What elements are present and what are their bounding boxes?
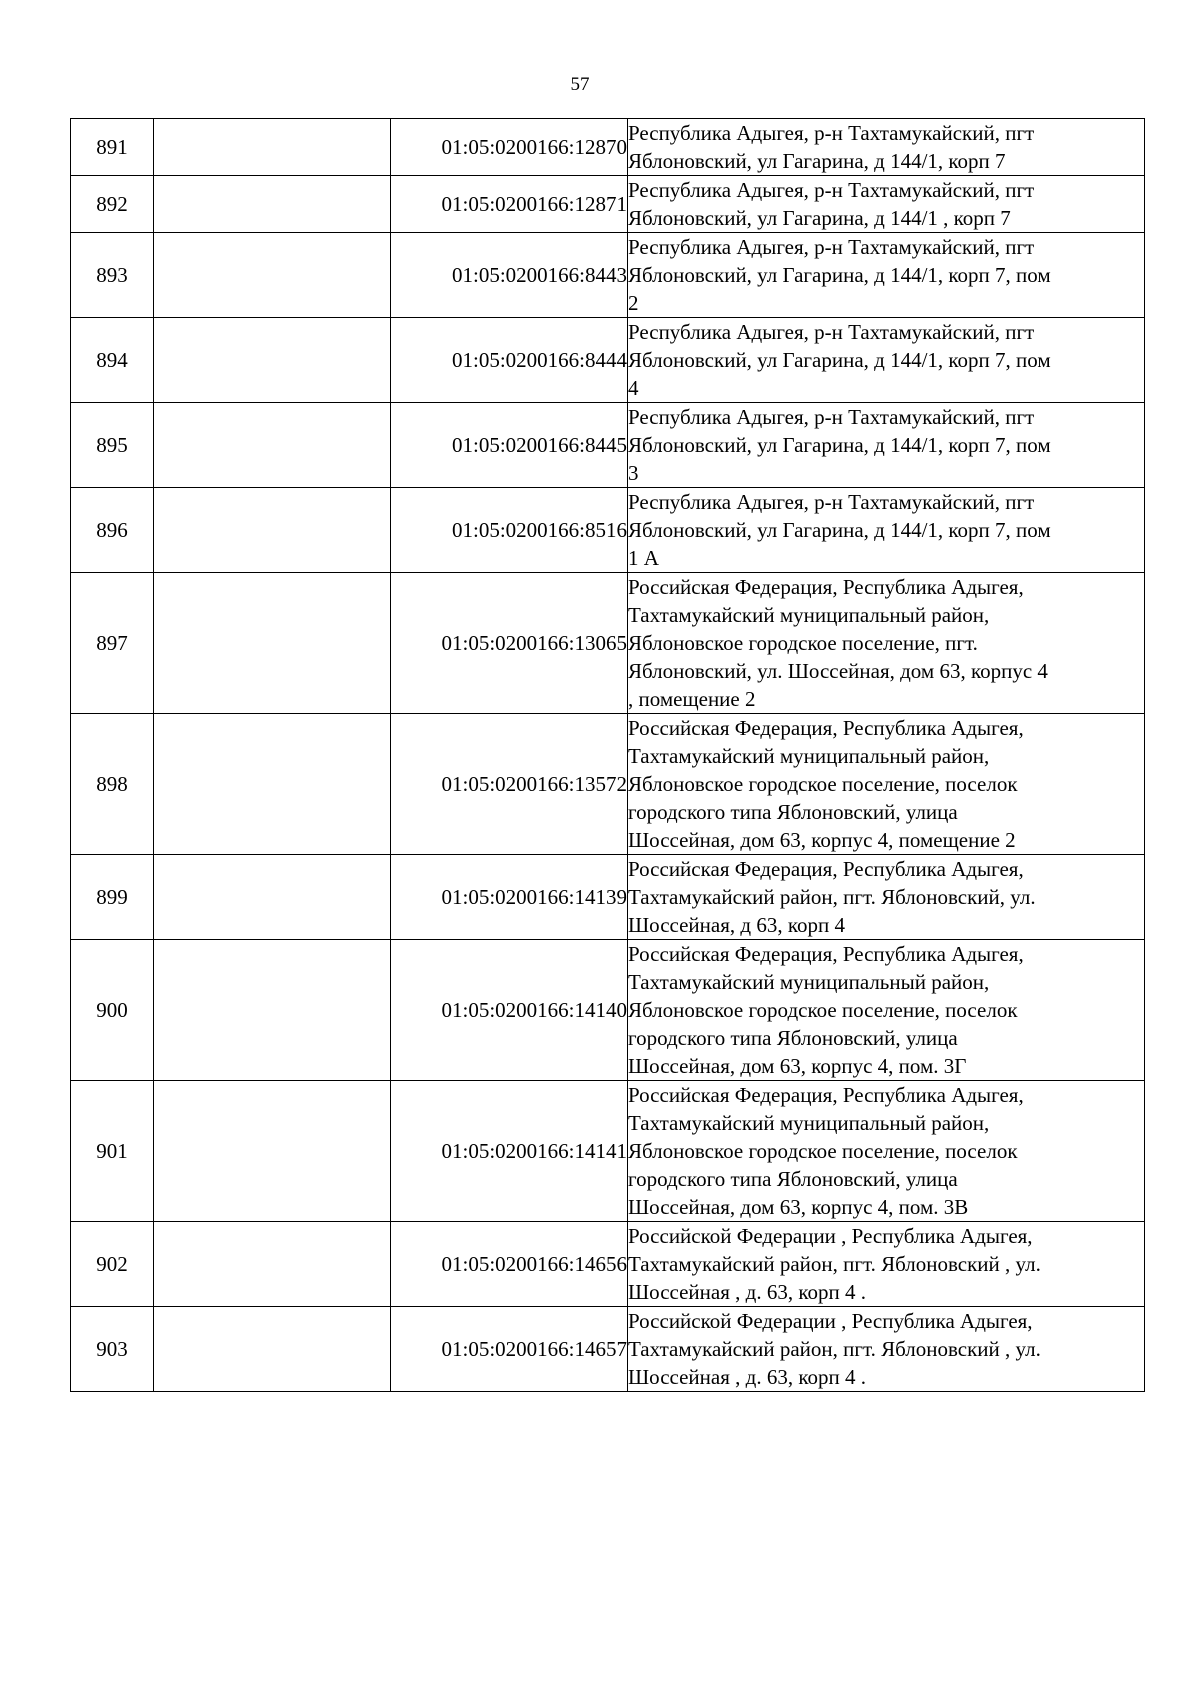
empty-cell (154, 176, 391, 233)
cadastral-number-cell: 01:05:0200166:12871 (391, 176, 628, 233)
row-number-cell: 899 (71, 855, 154, 940)
table-row (71, 318, 1145, 403)
address-line: , помещение 2 (628, 687, 756, 711)
page-number: 57 (570, 74, 590, 95)
cadastral-number-cell: 01:05:0200166:14140 (391, 940, 628, 1081)
address-line: Яблоновский, ул Гагарина, д 144/1 , корп 7 (628, 206, 1011, 230)
empty-cell (154, 940, 391, 1081)
empty-cell (154, 318, 391, 403)
address-line: Шоссейная , д. 63, корп 4 . (628, 1365, 866, 1389)
address-line: Тахтамукайский муниципальный район, (628, 1111, 990, 1135)
row-number-cell: 903 (71, 1307, 154, 1392)
address-line: Тахтамукайский район, пгт. Яблоновский, ул. (628, 885, 1036, 909)
address-line: Республика Адыгея, р-н Тахтамукайский, пгт (628, 178, 1035, 202)
address-line: Тахтамукайский муниципальный район, (628, 970, 990, 994)
address-line: Республика Адыгея, р-н Тахтамукайский, пгт (628, 405, 1035, 429)
row-number-cell: 897 (71, 573, 154, 714)
row-number-cell: 894 (71, 318, 154, 403)
address-line: Тахтамукайский район, пгт. Яблоновский , ул. (628, 1252, 1041, 1276)
address-line: Тахтамукайский муниципальный район, (628, 603, 990, 627)
address-cell (628, 573, 1145, 714)
address-cell (628, 488, 1145, 573)
table-row (71, 176, 1145, 233)
address-line: Республика Адыгея, р-н Тахтамукайский, пгт (628, 320, 1035, 344)
address-line: Шоссейная, дом 63, корпус 4, помещение 2 (628, 828, 1016, 852)
empty-cell (154, 855, 391, 940)
row-number-cell: 893 (71, 233, 154, 318)
empty-cell (154, 233, 391, 318)
address-line: 3 (628, 461, 639, 485)
row-number-cell: 896 (71, 488, 154, 573)
row-number-cell: 898 (71, 714, 154, 855)
address-line: Российская Федерация, Республика Адыгея, (628, 716, 1024, 740)
property-registry-table (70, 118, 1145, 1392)
cadastral-number-cell: 01:05:0200166:13572 (391, 714, 628, 855)
address-cell (628, 714, 1145, 855)
table-body (71, 119, 1145, 1392)
row-number-cell: 892 (71, 176, 154, 233)
address-cell (628, 1307, 1145, 1392)
address-line: Яблоновский, ул. Шоссейная, дом 63, корпус 4 (628, 659, 1048, 683)
address-line: Шоссейная , д. 63, корп 4 . (628, 1280, 866, 1304)
table-row (71, 1081, 1145, 1222)
cadastral-number-cell: 01:05:0200166:14656 (391, 1222, 628, 1307)
address-cell (628, 940, 1145, 1081)
empty-cell (154, 573, 391, 714)
address-line: Яблоновское городское поселение, пгт. (628, 631, 978, 655)
table-row (71, 940, 1145, 1081)
address-cell (628, 855, 1145, 940)
address-line: Яблоновское городское поселение, поселок (628, 772, 1018, 796)
cadastral-number-cell: 01:05:0200166:8445 (391, 403, 628, 488)
address-cell (628, 176, 1145, 233)
address-cell (628, 403, 1145, 488)
address-line: Яблоновский, ул Гагарина, д 144/1, корп 7, пом (628, 518, 1051, 542)
address-line: Шоссейная, д 63, корп 4 (628, 913, 845, 937)
address-cell (628, 119, 1145, 176)
address-line: Яблоновский, ул Гагарина, д 144/1, корп 7, пом (628, 433, 1051, 457)
empty-cell (154, 403, 391, 488)
address-line: Тахтамукайский район, пгт. Яблоновский , ул. (628, 1337, 1041, 1361)
table-row (71, 488, 1145, 573)
cadastral-number-cell: 01:05:0200166:14141 (391, 1081, 628, 1222)
table-row (71, 1307, 1145, 1392)
address-line: 4 (628, 376, 639, 400)
address-line: 1 А (628, 546, 659, 570)
cadastral-number-cell: 01:05:0200166:8444 (391, 318, 628, 403)
table-row (71, 1222, 1145, 1307)
address-line: Яблоновское городское поселение, поселок (628, 1139, 1018, 1163)
empty-cell (154, 488, 391, 573)
address-line: Яблоновский, ул Гагарина, д 144/1, корп 7, пом (628, 348, 1051, 372)
address-line: Шоссейная, дом 63, корпус 4, пом. 3В (628, 1195, 969, 1219)
address-cell (628, 233, 1145, 318)
address-line: Российской Федерации , Республика Адыгея, (628, 1309, 1033, 1333)
address-line: Республика Адыгея, р-н Тахтамукайский, пгт (628, 121, 1035, 145)
address-line: Яблоновский, ул Гагарина, д 144/1, корп 7, пом (628, 263, 1051, 287)
empty-cell (154, 119, 391, 176)
table-row (71, 573, 1145, 714)
cadastral-number-cell: 01:05:0200166:8443 (391, 233, 628, 318)
address-line: Российской Федерации , Республика Адыгея, (628, 1224, 1033, 1248)
empty-cell (154, 714, 391, 855)
row-number-cell: 891 (71, 119, 154, 176)
address-line: Российская Федерация, Республика Адыгея, (628, 857, 1024, 881)
table-row (71, 714, 1145, 855)
row-number-cell: 900 (71, 940, 154, 1081)
cadastral-number-cell: 01:05:0200166:14657 (391, 1307, 628, 1392)
empty-cell (154, 1081, 391, 1222)
address-line: городского типа Яблоновский, улица (628, 1167, 958, 1191)
address-cell (628, 318, 1145, 403)
address-line: 2 (628, 291, 639, 315)
table-row (71, 233, 1145, 318)
table-row (71, 403, 1145, 488)
address-line: Российская Федерация, Республика Адыгея, (628, 942, 1024, 966)
address-line: Республика Адыгея, р-н Тахтамукайский, пгт (628, 490, 1035, 514)
address-line: Российская Федерация, Республика Адыгея, (628, 1083, 1024, 1107)
row-number-cell: 895 (71, 403, 154, 488)
empty-cell (154, 1222, 391, 1307)
table-row (71, 119, 1145, 176)
address-line: Республика Адыгея, р-н Тахтамукайский, пгт (628, 235, 1035, 259)
address-cell (628, 1222, 1145, 1307)
address-line: городского типа Яблоновский, улица (628, 1026, 958, 1050)
address-line: Яблоновское городское поселение, поселок (628, 998, 1018, 1022)
address-line: Шоссейная, дом 63, корпус 4, пом. 3Г (628, 1054, 967, 1078)
cadastral-number-cell: 01:05:0200166:8516 (391, 488, 628, 573)
address-line: городского типа Яблоновский, улица (628, 800, 958, 824)
table-row (71, 855, 1145, 940)
empty-cell (154, 1307, 391, 1392)
row-number-cell: 902 (71, 1222, 154, 1307)
address-line: Российская Федерация, Республика Адыгея, (628, 575, 1024, 599)
cadastral-number-cell: 01:05:0200166:12870 (391, 119, 628, 176)
address-cell (628, 1081, 1145, 1222)
address-line: Тахтамукайский муниципальный район, (628, 744, 990, 768)
address-line: Яблоновский, ул Гагарина, д 144/1, корп 7 (628, 149, 1006, 173)
row-number-cell: 901 (71, 1081, 154, 1222)
cadastral-number-cell: 01:05:0200166:14139 (391, 855, 628, 940)
cadastral-number-cell: 01:05:0200166:13065 (391, 573, 628, 714)
